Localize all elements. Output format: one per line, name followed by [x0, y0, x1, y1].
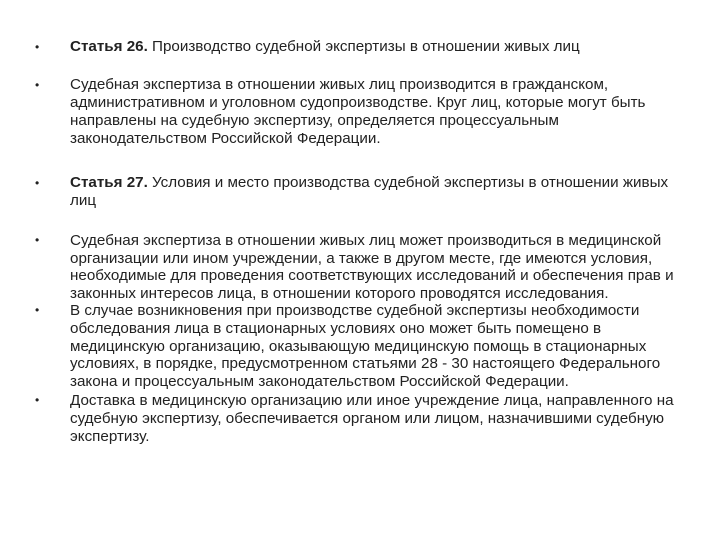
paragraph-text: В случае возникновения при производстве судебной экспертизы необходимости обследования лица в стационарных условиях оно может быть помещено в медицинскую организацию, оказывающую медицинскую помощь в стационарных условиях, в порядке, предусмотренном статьями 28 - 30 настоящего Федерального закона и процессуальным законодательством Российской Федерации. — [70, 302, 661, 390]
list-item-article-26-heading — [35, 38, 690, 56]
article-heading — [70, 174, 668, 209]
article-title: Условия и место производства судебной экспертизы в отношении живых лиц — [70, 174, 669, 209]
bullet-icon: • — [35, 176, 40, 190]
article-number: Статья 27. — [70, 174, 148, 191]
bullet-icon: • — [35, 303, 40, 318]
article-number: Статья 26. — [70, 38, 148, 55]
bullet-icon: • — [35, 393, 40, 408]
list-item-article-27-delivery — [35, 392, 690, 445]
article-heading — [70, 38, 580, 55]
paragraph-text: Судебная экспертиза в отношении живых лиц может производиться в медицинской организации или ином учреждении, а также в другом месте, где имеются условия, необходимые для проведения соответствующих исследований и обеспечения прав и законных интересов лица, в отношении которого проводятся исследования. — [70, 232, 674, 302]
paragraph-text: Судебная экспертиза в отношении живых лиц производится в гражданском, административном и уголовном судопроизводстве. Круг лиц, которые могут быть направлены на судебную экспертизу, определяется процессуальным законодательством Российской Федерации. — [70, 76, 646, 147]
bullet-icon: • — [35, 40, 40, 54]
bullet-icon: • — [35, 78, 40, 92]
bullet-list — [35, 38, 690, 445]
bullet-icon: • — [35, 233, 40, 247]
list-item-article-27-inpatient — [35, 302, 690, 390]
article-title: Производство судебной экспертизы в отношении живых лиц — [147, 38, 580, 55]
list-item-article-26-body — [35, 76, 690, 148]
paragraph-text: Доставка в медицинскую организацию или иное учреждение лица, направленного на судебную экспертизу, обеспечивается органом или лицом, назначившими судебную экспертизу. — [70, 392, 674, 445]
list-item-article-27-place — [35, 232, 690, 302]
list-item-article-27-heading — [35, 174, 690, 210]
